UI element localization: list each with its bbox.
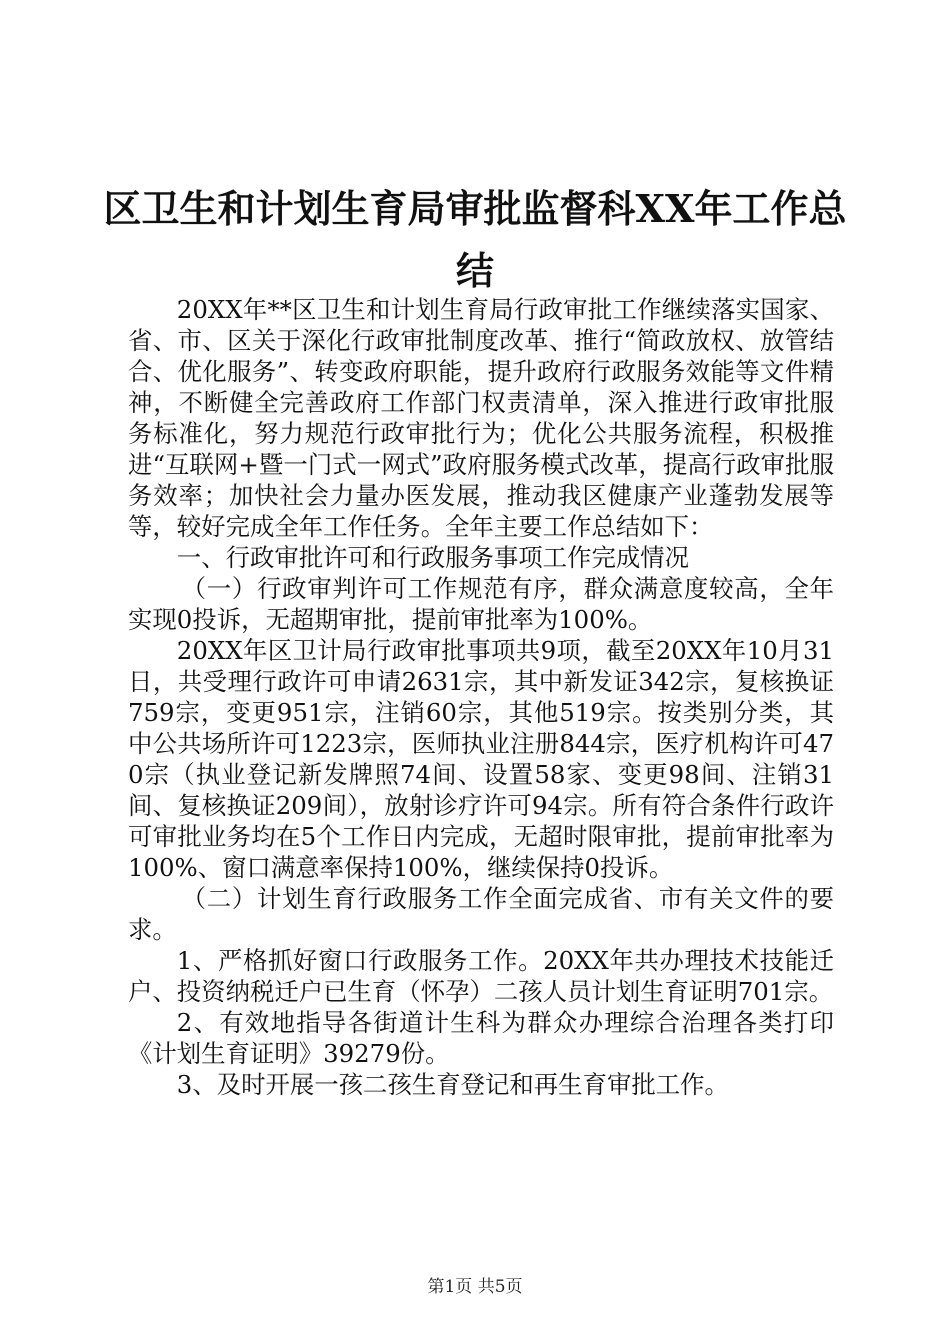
list-item-1: 1、严格抓好窗口行政服务工作。20XX年共办理技术技能迁户、投资纳税迁户已生育（怀孕）二孩人员计划生育证明701宗。 [128, 946, 834, 1006]
section-heading-1: 一、行政审批许可和行政服务事项工作完成情况 [176, 543, 690, 572]
list-item-3: 3、及时开展一孩二孩生育登记和再生育审批工作。 [176, 1070, 729, 1099]
paragraph-intro: 20XX年**区卫生和计划生育局行政审批工作继续落实国家、省、市、区关于深化行政审批制度改革、推行“简政放权、放管结合、优化服务”、转变政府职能，提升政府行政服务效能等文件精神，不断健全完善政府工作部门权责清单，深入推进行政审批服务标准化，努力规范行政审批行为；优化公共服务流程，积极推进“互联网+暨一门式一网式”政府服务模式改革，提高行政审批服务效率；加快社会力量办医发展，推动我区健康产业蓬勃发展等等，较好完成全年工作任务。全年主要工作总结如下： [128, 295, 834, 541]
document-title: 区卫生和计划生育局审批监督科XX年工作总结 [103, 186, 847, 293]
paragraph-approval-stats: 20XX年区卫计局行政审批事项共9项，截至20XX年10月31日，共受理行政许可申请2631宗，其中新发证342宗，复核换证759宗，变更951宗，注销60宗，其他519宗。按类别分类，其中公共场所许可1223宗，医师执业注册844宗，医疗机构许可470宗（执业登记新发牌照74间、设置58家、变更98间、注销31间、复核换证209间），放射诊疗许可94宗。所有符合条件行政许可审批业务均在5个工作日内完成，无超时限审批，提前审批率为100%、窗口满意率保持100%，继续保持0投诉。 [128, 636, 834, 882]
subsection-heading-2: （二）计划生育行政服务工作全面完成省、市有关文件的要求。 [128, 884, 834, 944]
page-footer: 第1页 共5页 [427, 1277, 523, 1297]
subsection-heading-1: （一）行政审判许可工作规范有序，群众满意度较高，全年实现0投诉，无超期审批，提前审批率为100%。 [128, 574, 834, 634]
document-body [128, 294, 834, 1100]
list-item-2: 2、有效地指导各街道计生科为群众办理综合治理各类打印《计划生育证明》39279份。 [128, 1008, 834, 1068]
